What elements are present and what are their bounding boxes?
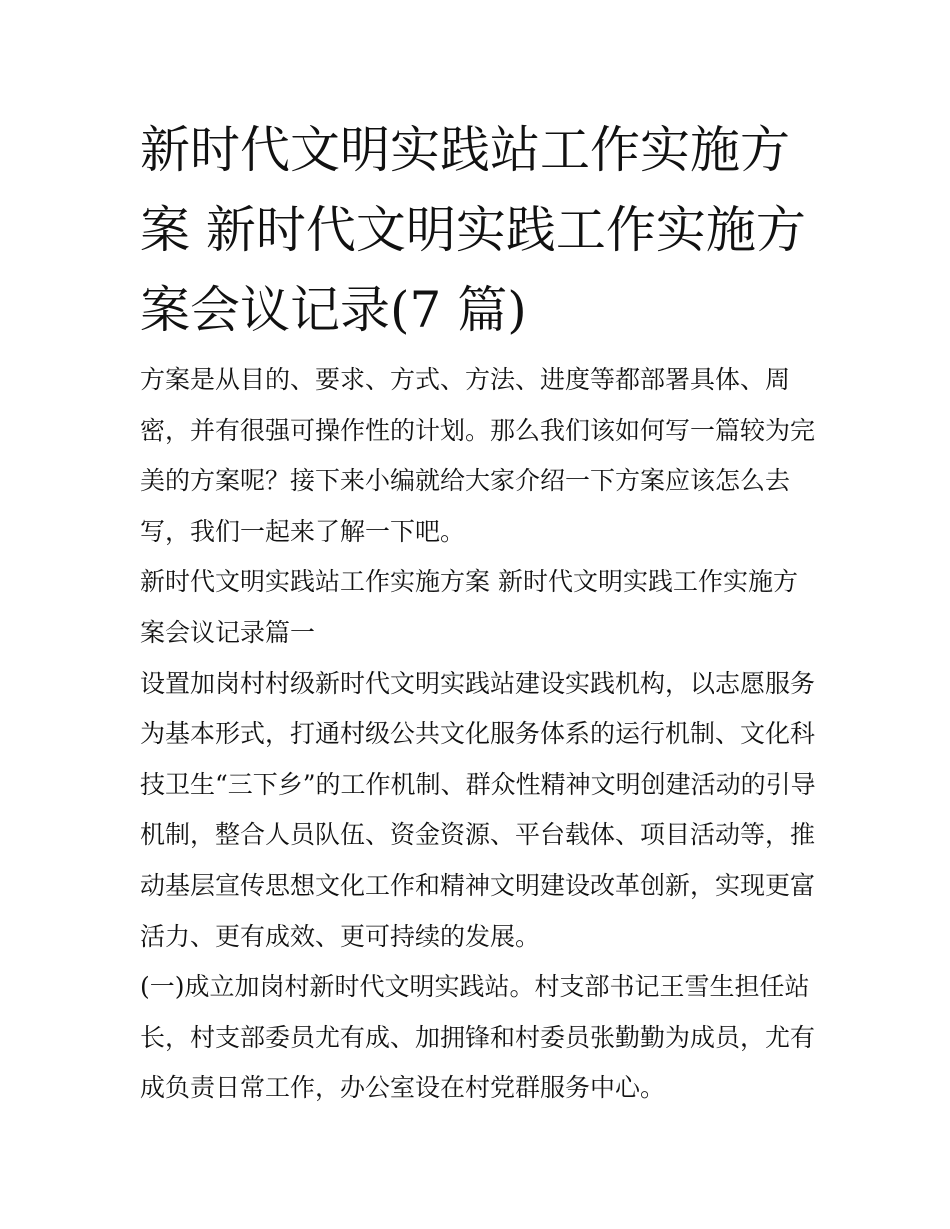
paragraph-line: 动基层宣传思想文化工作和精神文明建设改革创新，实现更富 [140, 870, 816, 900]
document-title [140, 110, 820, 350]
document-body [140, 355, 820, 1114]
paragraph-line: (一)成立加岗村新时代文明实践站。村支部书记王雪生担任站 [140, 972, 810, 1002]
paragraph-line: 长，村支部委员尤有成、加拥锋和村委员张勤勤为成员，尤有 [140, 1022, 816, 1052]
intro-line: 密，并有很强可操作性的计划。那么我们该如何写一篇较为完 [140, 415, 816, 445]
intro-line: 方案是从目的、要求、方式、方法、进度等都部署具体、周 [140, 365, 791, 394]
title-line: 案会议记录(7 篇) [140, 281, 527, 339]
intro-line: 写，我们一起来了解一下吧。 [140, 516, 466, 546]
title-line: 新时代文明实践站工作实施方 [140, 121, 790, 179]
paragraph-line: 技卫生“三下乡”的工作机制、群众性精神文明创建活动的引导 [140, 769, 816, 799]
paragraph-line: 机制，整合人员队伍、资金资源、平台载体、项目活动等，推 [140, 820, 816, 850]
section-heading-line: 案会议记录篇一 [140, 617, 316, 647]
intro-line: 美的方案呢？接下来小编就给大家介绍一下方案应该怎么去 [140, 466, 791, 496]
section-heading-line: 新时代文明实践站工作实施方案 新时代文明实践工作实施方 [140, 567, 798, 597]
paragraph-line: 为基本形式，打通村级公共文化服务体系的运行机制、文化科 [140, 719, 816, 749]
title-line: 案 新时代文明实践工作实施方 [140, 201, 806, 259]
paragraph-line: 活力、更有成效、更可持续的发展。 [140, 921, 541, 951]
paragraph-line: 成负责日常工作，办公室设在村党群服务中心。 [140, 1073, 666, 1103]
paragraph-line: 设置加岗村村级新时代文明实践站建设实践机构，以志愿服务 [140, 668, 816, 698]
